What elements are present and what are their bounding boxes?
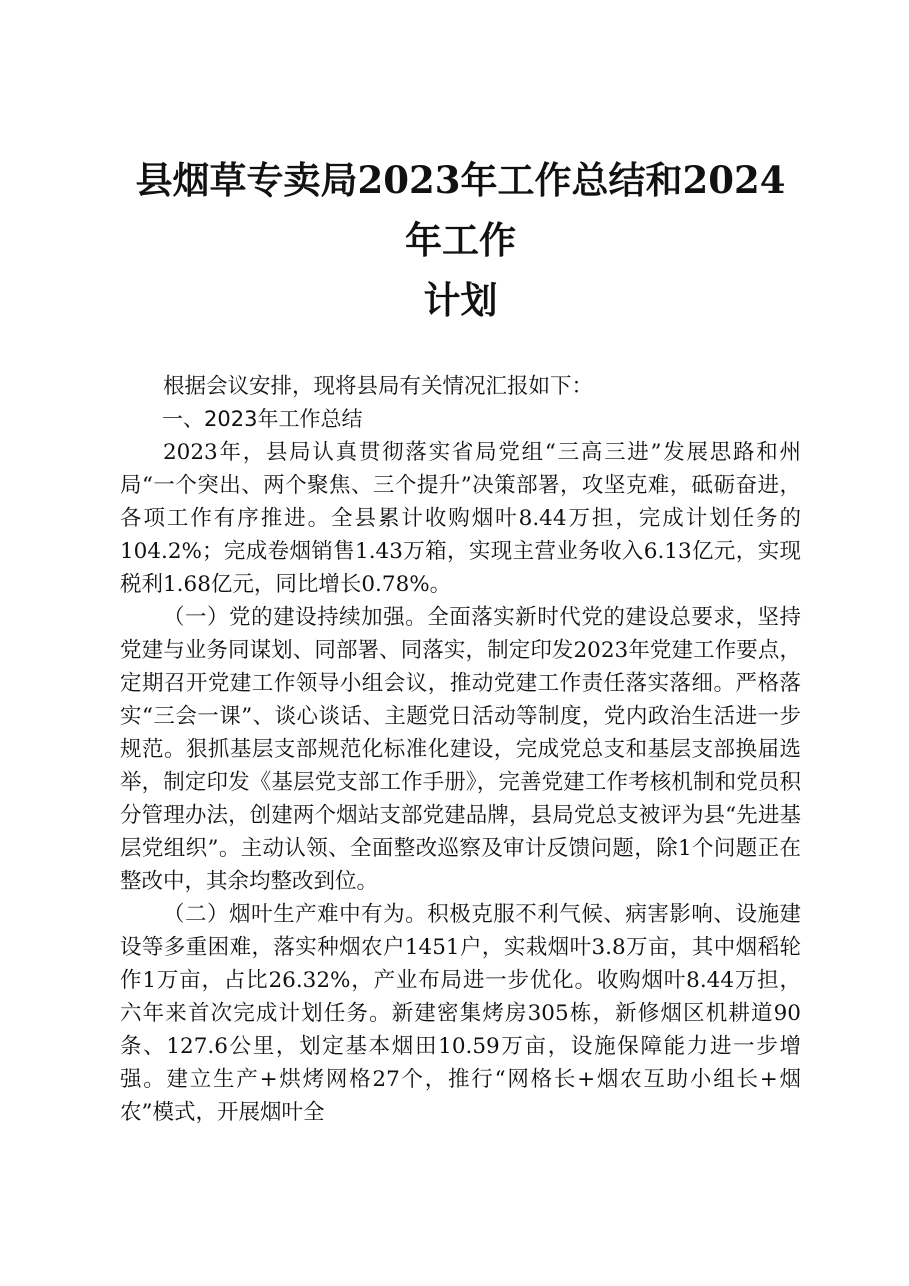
title-line-1: 县烟草专卖局2023年工作总结和2024年工作 [135,158,786,262]
title-line-2: 计划 [423,278,498,322]
intro-paragraph: 根据会议安排，现将县局有关情况汇报如下： [163,374,594,399]
section-heading: 一、2023年工作总结 [162,407,363,431]
tobacco-production-text: 积极克服不利气候、病害影响、设施建设等多重困难，落实种烟农户1451户，实栽烟叶3.8万亩，其中烟稻轮作1万亩，占比26.32%，产业布局进一步优化。收购烟叶8.44万担，六年来首次完成计划任务。新建密集烤房305栋，新修烟区机耕道90条、127.6公里，划定基本烟田10.59万亩，设施保障能力进一步增强。建立生产+烘烤网格27个，推行“网格长+烟农互助小组长+烟农”模式，开展烟叶全 [120,902,801,1125]
tobacco-production-paragraph [120,898,801,1129]
document-title [120,150,801,330]
tobacco-production-lead: （二）烟叶生产难中有为。 [163,902,428,927]
document-body [120,370,801,1129]
party-building-lead: （一）党的建设持续加强。 [163,605,428,630]
party-building-text: 全面落实新时代党的建设总要求，坚持党建与业务同谋划、同部署、同落实，制定印发2023年党建工作要点，定期召开党建工作领导小组会议，推动党建工作责任落实落细。严格落实“三会一课”、谈心谈话、主题党日活动等制度，党内政治生活进一步规范。狠抓基层支部规范化标准化建设，完成党总支和基层支部换届选举，制定印发《基层党支部工作手册》，完善党建工作考核机制和党员积分管理办法，创建两个烟站支部党建品牌，县局党总支被评为县“先进基层党组织”。主动认领、全面整改巡察及审计反馈问题，除1个问题正在整改中，其余均整改到位。 [120,605,801,894]
party-building-paragraph [120,601,801,898]
summary-paragraph: 2023年，县局认真贯彻落实省局党组“三高三进”发展思路和州局“一个突出、两个聚焦、三个提升”决策部署，攻坚克难，砥砺奋进，各项工作有序推进。全县累计收购烟叶8.44万担，完成计划任务的104.2%；完成卷烟销售1.43万箱，实现主营业务收入6.13亿元，实现税利1.68亿元，同比增长0.78%。 [120,440,801,597]
